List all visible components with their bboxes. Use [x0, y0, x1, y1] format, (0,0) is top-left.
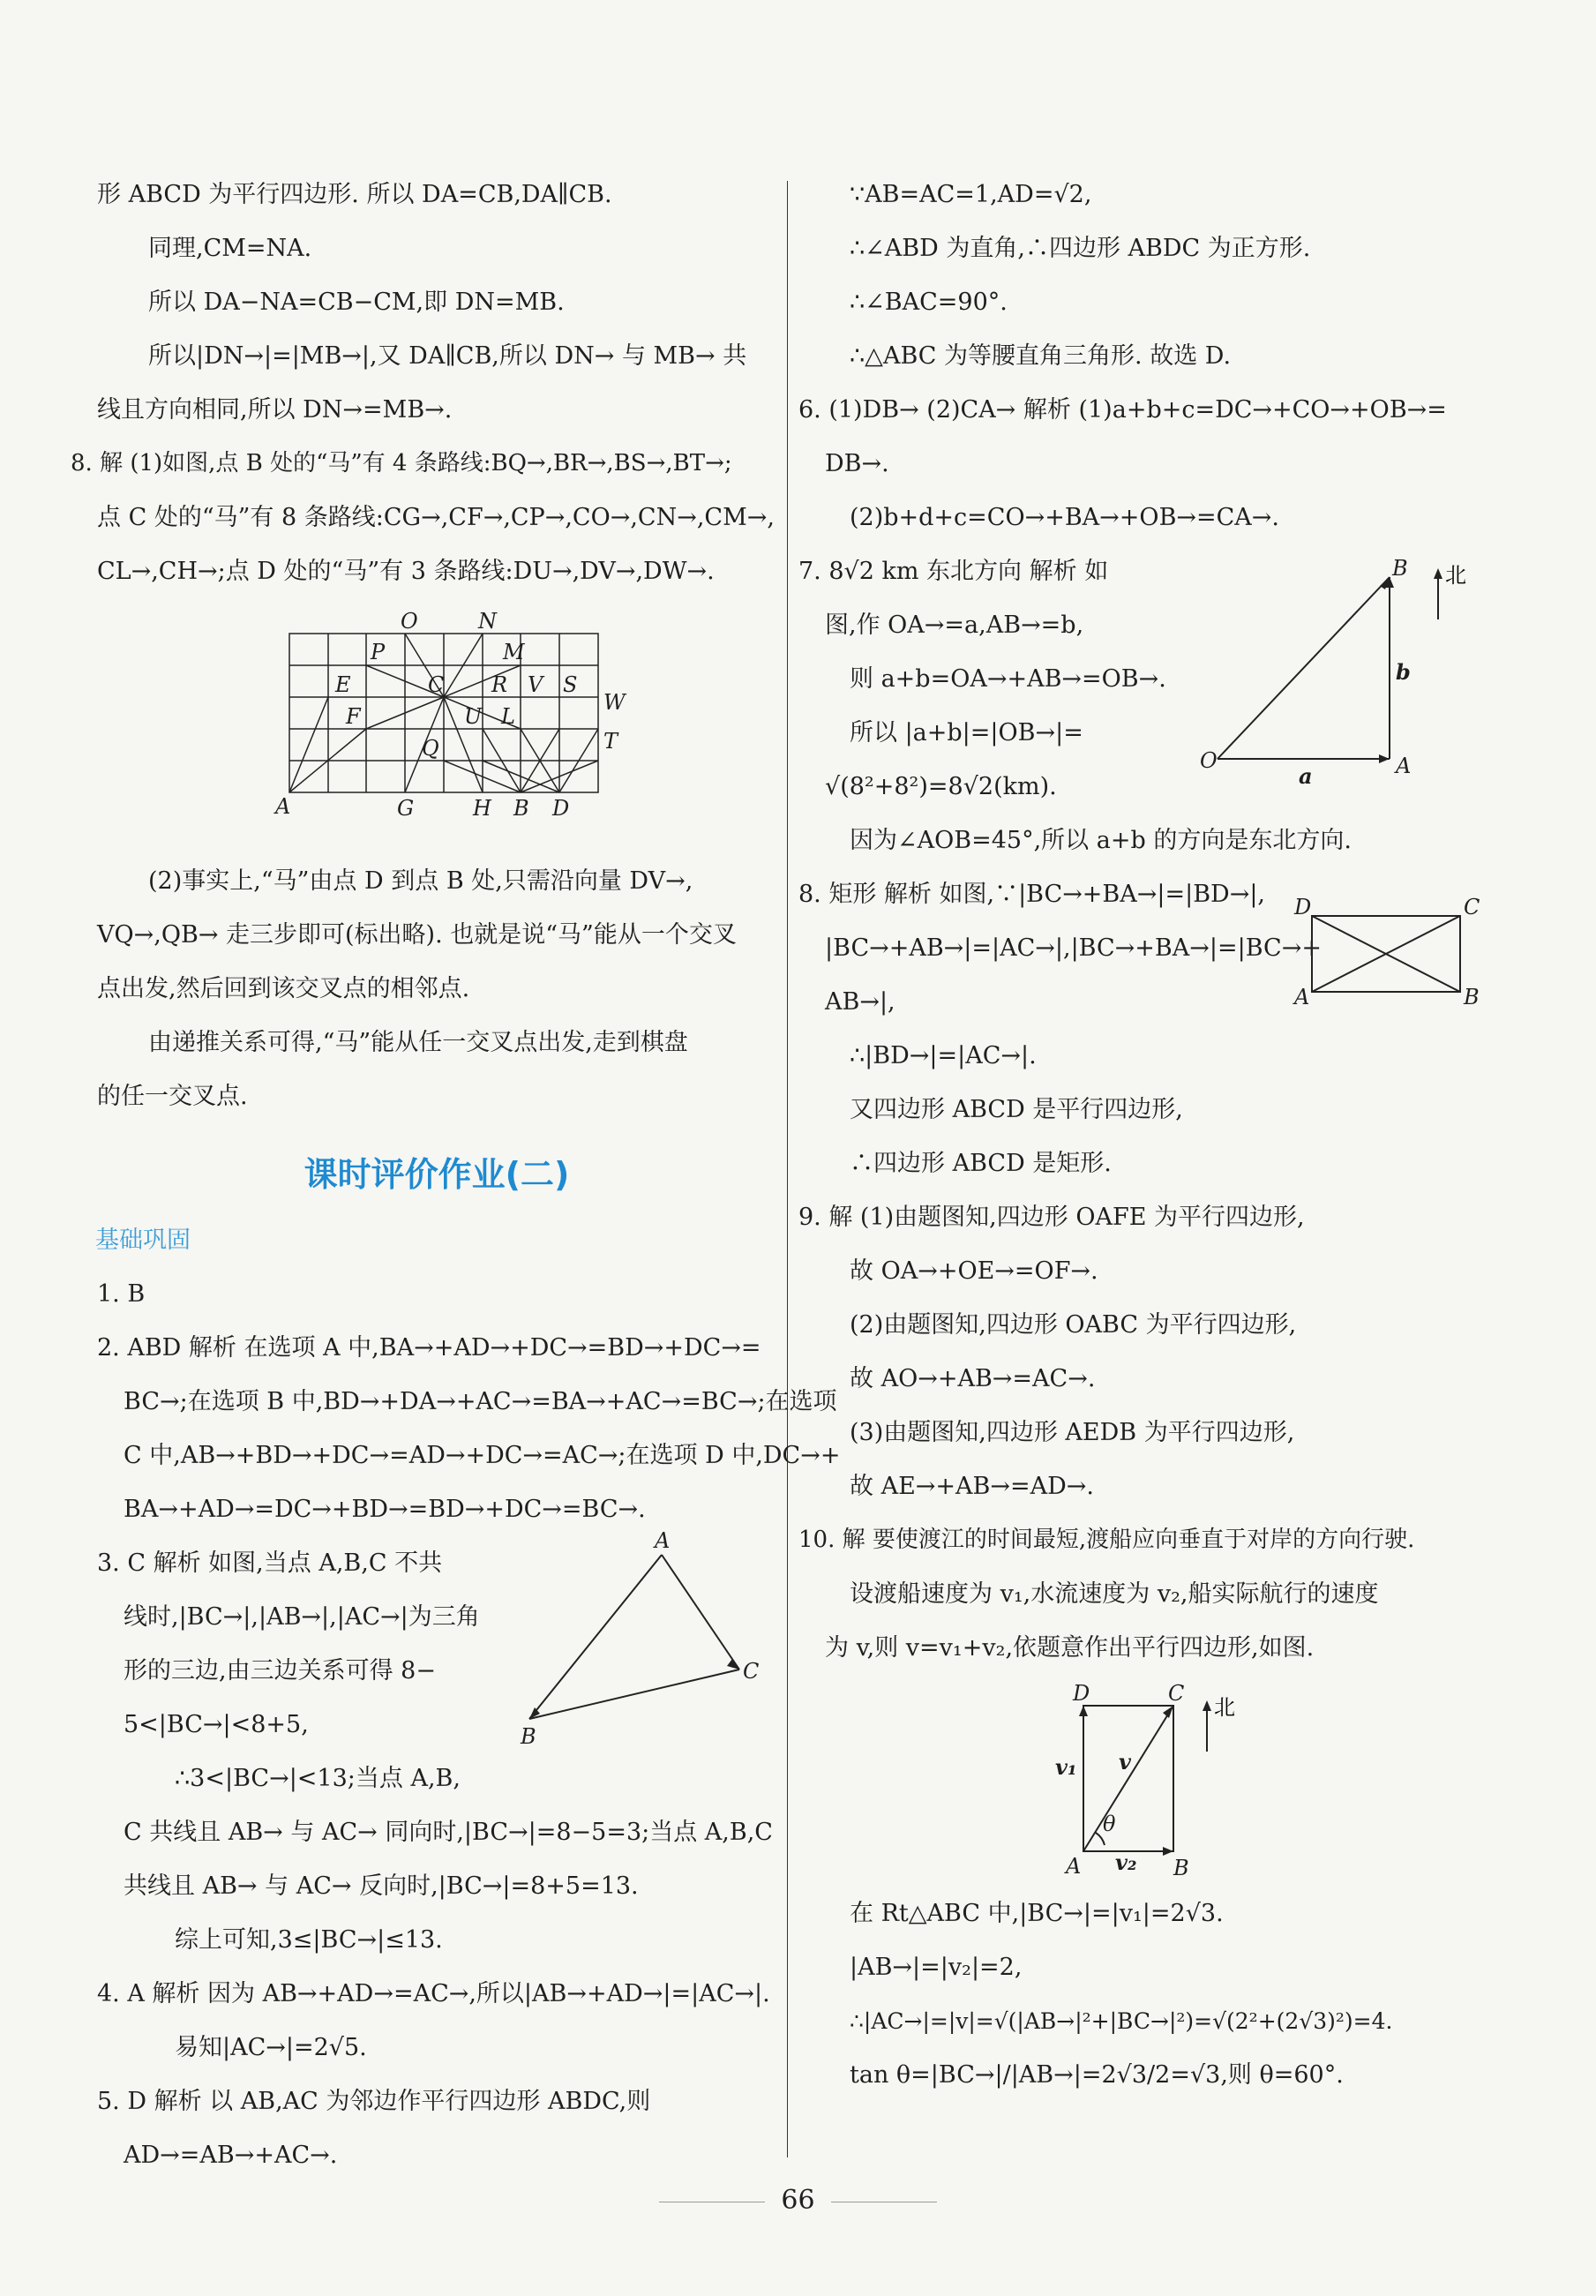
text-line: (2)事实上,“马”由点 D 到点 B 处,只需沿向量 DV→,	[148, 867, 693, 895]
text-line: 共线且 AB→ 与 AC→ 反向时,|BC→|=8+5=13.	[124, 1872, 639, 1900]
chess-label-U: U	[464, 704, 483, 729]
chess-label-D: D	[552, 796, 570, 821]
fig7-label-O: O	[1200, 748, 1218, 773]
subsection-label: 基础巩固	[95, 1227, 191, 1254]
fig8-label-C: C	[1464, 895, 1480, 919]
text-line: VQ→,QB→ 走三步即可(标出略). 也就是说“马”能从一个交叉	[97, 921, 737, 949]
text-line: 设渡船速度为 v₁,水流速度为 v₂,船实际航行的速度	[850, 1580, 1379, 1608]
text-line: 1. B	[97, 1280, 146, 1308]
text-line: 形的三边,由三边关系可得 8−	[124, 1657, 436, 1684]
page-number-footer	[0, 2185, 1596, 2216]
text-line: 点出发,然后回到该交叉点的相邻点.	[97, 975, 470, 1002]
section-title: 课时评价作业(二)	[303, 1155, 570, 1194]
text-line: 点 C 处的“马”有 8 条路线:CG→,CF→,CP→,CO→,CN→,CM→,	[97, 504, 775, 531]
chess-label-N: N	[478, 609, 497, 634]
page-number: 66	[781, 2185, 815, 2216]
text-line: 由递推关系可得,“马”能从任一交叉点出发,走到棋盘	[148, 1029, 688, 1056]
chess-label-F: F	[346, 704, 361, 729]
text-line: |AB→|=|v₂|=2,	[850, 1954, 1023, 1981]
text-line: 易知|AC→|=2√5.	[175, 2034, 367, 2061]
text-line: 所以 DA−NA=CB−CM,即 DN=MB.	[148, 289, 565, 316]
text-line: AB→|,	[825, 988, 895, 1016]
fig7-label-north: 北	[1445, 563, 1466, 588]
text-line: 故 OA→+OE→=OF→.	[850, 1257, 1098, 1285]
text-line: 2. ABD 解析 在选项 A 中,BA→+AD→+DC→=BD→+DC→=	[97, 1334, 761, 1362]
q8-rectangle-figure	[1293, 891, 1482, 1015]
text-line: 9. 解 (1)由题图知,四边形 OAFE 为平行四边形,	[798, 1204, 1305, 1231]
fig8-label-D: D	[1294, 895, 1312, 919]
fig8-label-A: A	[1294, 985, 1310, 1009]
fig7-label-a: a	[1299, 763, 1313, 789]
text-line: 10. 解 要使渡江的时间最短,渡船应向垂直于对岸的方向行驶.	[798, 1527, 1415, 1553]
chess-label-E: E	[335, 672, 351, 697]
text-line: (2)b+d+c=CO→+BA→+OB→=CA→.	[850, 504, 1280, 531]
text-line: 为 v,则 v=v₁+v₂,依题意作出平行四边形,如图.	[825, 1634, 1315, 1662]
triangle-figure	[512, 1527, 768, 1756]
text-line: C 共线且 AB→ 与 AC→ 同向时,|BC→|=8−5=3;当点 A,B,C	[124, 1819, 773, 1846]
fig10-label-theta: θ	[1103, 1812, 1116, 1836]
text-line: 7. 8√2 km 东北方向 解析 如	[798, 558, 1109, 585]
q10-velocity-figure	[1050, 1681, 1262, 1884]
left-column	[71, 168, 841, 2182]
text-line: |BC→+AB→|=|AC→|,|BC→+BA→|=|BC→+	[825, 934, 1322, 962]
text-line: 3. C 解析 如图,当点 A,B,C 不共	[97, 1549, 443, 1577]
chess-label-G: G	[397, 796, 415, 821]
text-line: ∵AB=AC=1,AD=√2,	[850, 181, 1092, 208]
chess-label-C: C	[428, 672, 445, 697]
fig10-label-north: 北	[1214, 1695, 1235, 1720]
text-line: 故 AE→+AB→=AD→.	[850, 1473, 1094, 1500]
text-line: (2)由题图知,四边形 OABC 为平行四边形,	[850, 1311, 1297, 1339]
chess-label-L: L	[501, 704, 515, 729]
tri-label-A: A	[655, 1528, 671, 1553]
column-divider	[787, 181, 788, 2157]
text-line: 8. 解 (1)如图,点 B 处的“马”有 4 条路线:BQ→,BR→,BS→,BT→;	[71, 450, 732, 476]
text-line: 所以|DN→|=|MB→|,又 DA∥CB,所以 DN→ 与 MB→ 共	[148, 342, 747, 370]
chess-label-V: V	[528, 672, 543, 697]
text-line: 8. 矩形 解析 如图,∵|BC→+BA→|=|BD→|,	[798, 881, 1266, 908]
text-line: ∴△ABC 为等腰直角三角形. 故选 D.	[850, 342, 1232, 370]
chess-label-H: H	[473, 796, 491, 821]
fig7-label-A: A	[1396, 754, 1412, 778]
chess-label-O: O	[401, 609, 418, 634]
text-line: BA→+AD→=DC→+BD→=BD→+DC→=BC→.	[124, 1496, 646, 1523]
text-line: 在 Rt△ABC 中,|BC→|=|v₁|=2√3.	[850, 1900, 1224, 1927]
text-line: ∴|AC→|=|v|=√(|AB→|²+|BC→|²)=√(2²+(2√3)²)=4.	[850, 2008, 1393, 2034]
text-line: 故 AO→+AB→=AC→.	[850, 1365, 1096, 1392]
text-line: 同理,CM=NA.	[148, 235, 312, 262]
tri-label-B: B	[521, 1724, 536, 1749]
chess-label-M: M	[503, 640, 525, 664]
fig7-label-b: b	[1396, 659, 1411, 685]
text-line: ∴四边形 ABCD 是矩形.	[850, 1150, 1112, 1177]
text-line: (3)由题图知,四边形 AEDB 为平行四边形,	[850, 1419, 1295, 1446]
text-line: CL→,CH→;点 D 处的“马”有 3 条路线:DU→,DV→,DW→.	[97, 558, 715, 585]
text-line: DB→.	[825, 450, 889, 477]
text-line: AD→=AB→+AC→.	[124, 2142, 338, 2169]
fig10-label-v2: v₂	[1115, 1850, 1137, 1875]
text-line: BC→;在选项 B 中,BD→+DA→+AC→=BA→+AC→=BC→;在选项	[124, 1388, 837, 1415]
fig10-label-v1: v₁	[1055, 1754, 1077, 1780]
chess-label-S: S	[563, 672, 578, 697]
text-line: ∴∠ABD 为直角,∴四边形 ABDC 为正方形.	[850, 235, 1311, 262]
text-line: 形 ABCD 为平行四边形. 所以 DA=CB,DA∥CB.	[97, 181, 612, 208]
tri-label-C: C	[743, 1659, 760, 1684]
text-line: √(8²+8²)=8√2(km).	[825, 773, 1057, 800]
text-line: 5<|BC→|<8+5,	[124, 1711, 309, 1738]
chess-label-P: P	[371, 640, 386, 664]
chess-label-B: B	[513, 796, 529, 821]
text-line: 线时,|BC→|,|AB→|,|AC→|为三角	[124, 1603, 480, 1631]
text-line: 4. A 解析 因为 AB→+AD→=AC→,所以|AB→+AD→|=|AC→|.	[97, 1980, 770, 2007]
fig7-label-B: B	[1392, 556, 1408, 581]
fig10-label-A: A	[1066, 1854, 1082, 1879]
chess-label-A: A	[275, 794, 291, 819]
text-line: ∴3<|BC→|<13;当点 A,B,	[175, 1765, 461, 1792]
text-line: ∴∠BAC=90°.	[850, 289, 1008, 316]
fig10-label-D: D	[1073, 1681, 1090, 1706]
text-line: tan θ=|BC→|/|AB→|=2√3/2=√3,则 θ=60°.	[850, 2061, 1344, 2089]
text-line: 则 a+b=OA→+AB→=OB→.	[850, 665, 1166, 693]
chess-label-R: R	[491, 672, 508, 697]
text-line: 又四边形 ABCD 是平行四边形,	[850, 1096, 1183, 1123]
text-line: 线且方向相同,所以 DN→=MB→.	[97, 396, 453, 424]
chess-board-figure	[265, 609, 635, 821]
chess-label-Q: Q	[422, 736, 439, 761]
fig8-label-B: B	[1464, 985, 1480, 1009]
text-line: 图,作 OA→=a,AB→=b,	[825, 612, 1084, 639]
text-line: 综上可知,3≤|BC→|≤13.	[175, 1926, 443, 1954]
q7-vector-figure	[1200, 556, 1491, 794]
text-line: 6. (1)DB→ (2)CA→ 解析 (1)a+b+c=DC→+CO→+OB→=	[798, 396, 1447, 424]
text-line: C 中,AB→+BD→+DC→=AD→+DC→=AC→;在选项 D 中,DC→+	[124, 1442, 841, 1469]
text-line: 因为∠AOB=45°,所以 a+b 的方向是东北方向.	[850, 827, 1352, 854]
text-line: ∴|BD→|=|AC→|.	[850, 1042, 1037, 1069]
text-line: 5. D 解析 以 AB,AC 为邻边作平行四边形 ABDC,则	[97, 2088, 651, 2115]
chess-label-T: T	[603, 729, 618, 754]
chess-label-W: W	[603, 690, 626, 715]
text-line: 所以 |a+b|=|OB→|=	[850, 719, 1083, 747]
fig10-label-C: C	[1168, 1681, 1185, 1706]
fig10-label-v: v	[1119, 1749, 1131, 1775]
text-line: 的任一交叉点.	[97, 1083, 248, 1110]
fig10-label-B: B	[1173, 1856, 1189, 1880]
